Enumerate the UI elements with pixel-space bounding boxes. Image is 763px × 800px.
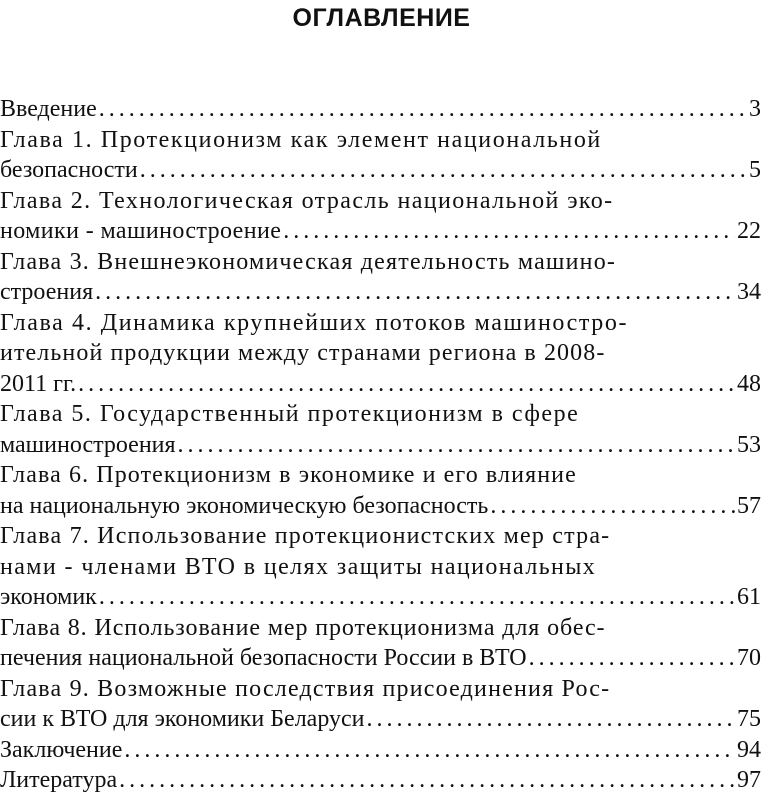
toc-line [0,552,763,583]
toc-line [0,186,763,217]
toc-entry-text: Глава 6. Протекционизм в экономике и его влияние [0,462,577,488]
dot-leader [95,277,735,308]
page-number: 5 [749,157,761,183]
toc-entry-text: сии к ВТО для экономики Беларуси [0,706,365,732]
toc-entry-text: безопасности [0,157,138,183]
toc-line [0,491,763,522]
toc-entry-text: Глава 4. Динамика крупнейших потоков машиностро- [0,309,629,336]
toc-entry-introduction[interactable] [0,94,763,125]
page-number: 97 [737,767,761,793]
toc-entry-text: Глава 9. Возможные последствия присоединения Рос- [0,675,611,702]
toc-line [0,216,763,247]
toc-entry-text: Глава 2. Технологическая отрасль национальной эко- [0,187,614,214]
toc-entry-chapter-4[interactable] [0,308,763,400]
toc-line [0,125,763,156]
dot-leader [490,491,735,522]
page-number: 48 [737,370,761,397]
toc-entry-text: экономик [0,584,97,610]
toc-entry-chapter-7[interactable] [0,521,763,613]
toc-entry-text: Глава 1. Протекционизм как элемент национальной [0,126,602,153]
toc-line [0,521,763,552]
toc-line [0,369,763,400]
toc-entry-chapter-6[interactable] [0,460,763,521]
toc-entry-text: печения национальной безопасности России в ВТО [0,645,527,671]
toc-line [0,765,763,796]
page-number: 34 [737,279,761,305]
page-number: 53 [737,431,761,458]
toc-line [0,613,763,644]
toc-entry-text: Глава 5. Государственный протекционизм в сфере [0,401,580,427]
page-number: 22 [737,218,761,244]
page-number: 61 [737,584,761,610]
toc-entry-literature[interactable] [0,765,763,796]
toc-entry-text: Введение [0,96,97,122]
page-number: 94 [737,736,761,763]
toc-entry-chapter-9[interactable] [0,674,763,735]
toc-line [0,308,763,339]
toc-entry-text: Заключение [0,736,123,763]
toc-line [0,399,763,430]
toc-entry-text: ительной продукции между странами региона в 2008- [0,340,606,366]
dot-leader [178,430,735,461]
dot-leader [119,765,735,796]
page-number: 70 [737,645,761,671]
toc-line [0,460,763,491]
toc-line [0,735,763,766]
page-number: 3 [749,96,761,122]
toc-entry-text: Глава 7. Использование протекционистских мер стра- [0,523,611,549]
dot-leader [99,94,747,125]
toc-entry-text: Глава 8. Использование мер протекционизма для обес- [0,614,606,641]
toc-entry-text: нами - членами ВТО в целях защиты национальных [0,553,597,580]
toc-entry-text: строения [0,279,94,305]
toc-line [0,338,763,369]
toc-line [0,155,763,186]
toc-line [0,643,763,674]
toc-line [0,247,763,278]
toc-line [0,94,763,125]
toc-entry-text: Литература [0,767,118,793]
page-number: 75 [737,706,761,732]
page-title: ОГЛАВЛЕНИЕ [292,4,471,32]
dot-leader [99,582,735,613]
dot-leader [367,704,736,735]
toc-entry-chapter-8[interactable] [0,613,763,674]
toc-entry-conclusion[interactable] [0,735,763,766]
toc-line [0,430,763,461]
toc-line [0,674,763,705]
toc-entry-chapter-3[interactable] [0,247,763,308]
dot-leader [78,369,735,400]
dot-leader [124,735,735,766]
page-number: 57 [737,492,761,519]
toc-entry-text: 2011 гг. [0,370,77,397]
toc-entry-chapter-1[interactable] [0,125,763,186]
toc-entry-chapter-5[interactable] [0,399,763,460]
toc-entry-chapter-2[interactable] [0,186,763,247]
toc-line [0,704,763,735]
toc-line [0,582,763,613]
dot-leader [140,155,747,186]
dot-leader [529,643,735,674]
toc-line [0,277,763,308]
toc-entry-text: на национальную экономическую безопасность [0,492,489,519]
table-of-contents [0,94,763,796]
dot-leader [283,216,735,247]
toc-entry-text: машиностроения [0,431,176,458]
toc-entry-text: Глава 3. Внешнеэкономическая деятельность машино- [0,248,617,275]
toc-entry-text: номики - машиностроение [0,218,282,244]
